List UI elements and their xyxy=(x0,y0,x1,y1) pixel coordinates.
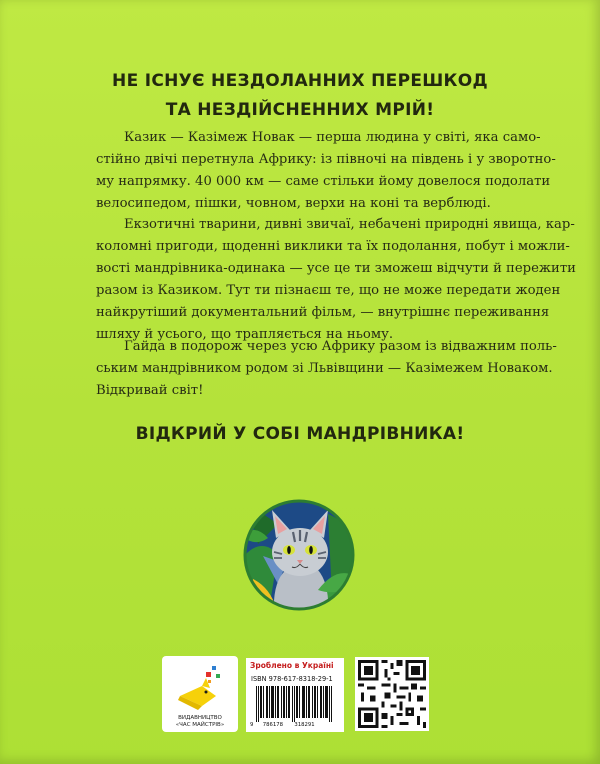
paragraph-1 xyxy=(96,127,556,215)
paragraph-2-line: Екзотичні тварини, дивні звичаї, небачені природні явища, кар- xyxy=(124,217,575,232)
paragraph-2-line: коломні пригоди, щоденні виклики та їх подолання, побут і можли- xyxy=(96,239,570,254)
barcode-bars xyxy=(250,686,340,722)
paragraph-3-line: Відкривай світ! xyxy=(96,383,204,398)
barcode-digit-group-1: 786178 xyxy=(262,722,283,728)
paragraph-2-line: вості мандрівника-одинака — усе це ти зможеш відчути й пережити xyxy=(96,261,576,276)
top-heading xyxy=(40,67,560,125)
paragraph-2-line: разом із Казиком. Тут ти пізнаєш те, що не може передати жоден xyxy=(96,283,561,298)
isbn-number: ISBN 978-617-8318-29-1 xyxy=(251,675,333,683)
publisher-label-line-2: «ЧАС МАЙСТРІВ» xyxy=(175,722,225,728)
cat-illustration xyxy=(238,494,360,616)
paragraph-1-line: му напрямку. 40 000 км — саме стільки йому довелося подолати xyxy=(96,174,551,189)
qr-code-icon xyxy=(355,657,429,731)
made-in-ukraine-label: Зроблено в Україні xyxy=(250,661,334,670)
top-heading-line-2: ТА НЕЗДІЙСНЕННИХ МРІЙ! xyxy=(165,100,435,120)
barcode-digit-group-2: 318291 xyxy=(294,722,315,728)
paragraph-1-line: Казик — Казімеж Новак — перша людина у світі, яка само- xyxy=(124,130,541,145)
top-heading-line-1: НЕ ІСНУЄ НЕЗДОЛАННИХ ПЕРЕШКОД xyxy=(112,71,488,91)
paragraph-2-line: шляху й усього, що трапляється на ньому. xyxy=(96,327,394,342)
paragraph-3 xyxy=(96,336,557,402)
paragraph-3-line: Гайда в подорож через усю Африку разом із відважним поль- xyxy=(124,339,557,354)
publisher-logo xyxy=(162,656,238,732)
paragraph-1-line: стійно двічі перетнула Африку: із півночі на південь і у зворотно- xyxy=(96,152,556,167)
yellow-book-bird-icon xyxy=(162,660,238,716)
paragraph-3-line: ським мандрівником родом зі Львівщини — Казімежем Новаком. xyxy=(96,361,553,376)
barcode-digits xyxy=(250,722,340,728)
paragraph-2 xyxy=(96,214,576,346)
bottom-heading: ВІДКРИЙ У СОБІ МАНДРІВНИКА! xyxy=(135,424,465,444)
paragraph-2-line: найкрутіший документальний фільм, — внутрішнє переживання xyxy=(96,305,550,320)
paragraph-1-line: велосипедом, пішки, човном, верхи на коні та верблюді. xyxy=(96,196,491,211)
barcode-digit-prefix: 9 xyxy=(250,722,254,728)
publisher-label-line-1: ВИДАВНИЦТВО xyxy=(178,715,222,721)
isbn-barcode xyxy=(246,658,344,732)
